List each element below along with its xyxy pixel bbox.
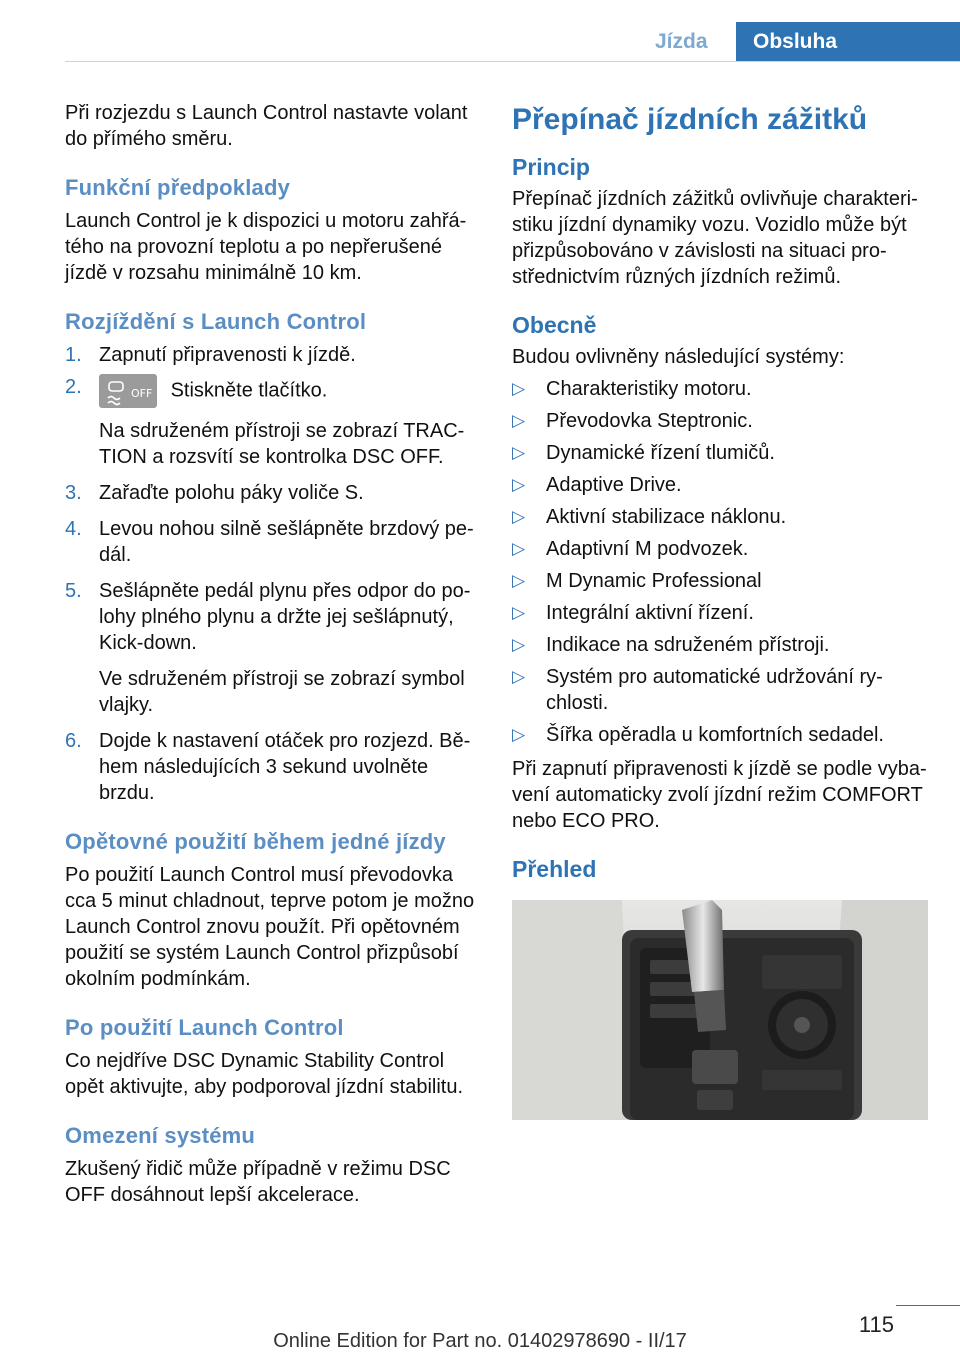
list-item: ▷ Aktivní stabilizace náklonu. (512, 506, 787, 528)
list-item: ▷ Integrální aktivní řízení. (512, 602, 754, 624)
bullet-triangle-icon: ▷ (512, 603, 526, 622)
list-item: ▷ Dynamické řízení tlumičů. (512, 442, 775, 464)
heading-reuse: Opětovné použití během jedné jízdy (65, 829, 446, 854)
bullet-triangle-icon: ▷ (512, 379, 526, 398)
bullet-triangle-icon: ▷ (512, 411, 526, 430)
systems-list (512, 376, 932, 748)
limits-text: Zkušený řidič může případně v režimu DSC OFF dosáhnout lepší akcelerace. (65, 1158, 451, 1206)
page-title: Přepínač jízdních zážitků (512, 103, 868, 136)
step-subtext: Na sdruženém přístroji se zobrazí TRAC‐TION a rozsvítí se kontrolka DSC OFF. (99, 420, 465, 468)
page-number: 115 (858, 1312, 894, 1337)
step-subtext: Ve sdruženém přístroji se zobrazí symbol vlajky. (99, 668, 465, 716)
tab-jizda[interactable]: Jízda (655, 30, 708, 53)
heading-overview: Přehled (512, 856, 597, 882)
step-text: Zařaďte polohu páky voliče S. (99, 482, 364, 504)
list-item: ▷ Převodovka Steptronic. (512, 410, 753, 432)
step-number: 3. (65, 482, 82, 504)
list-item: ▷ Adaptivní M podvozek. (512, 538, 749, 560)
bullet-triangle-icon: ▷ (512, 475, 526, 494)
step-text: Dojde k nastavení otáček pro rozjezd. Bě‐hem následujících 3 sekund uvolněte brzdu. (99, 730, 471, 804)
bullet-triangle-icon: ▷ (512, 539, 526, 558)
bullet-triangle-icon: ▷ (512, 725, 526, 744)
heading-after: Po použití Launch Control (65, 1015, 344, 1040)
list-item (65, 728, 479, 806)
intro-text: Při rozjezdu s Launch Control nastavte volant do přímého směru. (65, 102, 468, 150)
header-rule (65, 61, 960, 62)
edition-footer: Online Edition for Part no. 01402978690 - II/17 (273, 1330, 687, 1352)
heading-principle: Princip (512, 154, 590, 180)
functional-text: Launch Control je k dispozici u motoru zahřá‐tého na provozní teplotu a po nepřerušené jízdě v rozsahu minimálně 10 km. (65, 210, 467, 284)
center-console-illustration (512, 900, 928, 1120)
list-item: ▷ Indikace na sdruženém přístroji. (512, 634, 830, 656)
left-column (65, 100, 479, 1208)
list-item (65, 374, 479, 470)
step-number: 4. (65, 518, 82, 540)
dsc-off-icon (103, 378, 155, 406)
step-number: 2. (65, 376, 82, 398)
list-item: ▷ Systém pro automatické udržování ry‐chlosti. (512, 666, 883, 714)
list-item: ▷ Šířka opěradla u komfortních sedadel. (512, 724, 884, 746)
dsc-off-icon-label: OFF (131, 387, 153, 400)
heading-limits: Omezení systému (65, 1123, 256, 1148)
tab-obsluha[interactable]: Obsluha (736, 22, 960, 62)
dsc-off-button-icon (99, 374, 157, 408)
step-number: 6. (65, 730, 82, 752)
step-text: Levou nohou silně sešlápněte brzdový pe‐dál. (99, 518, 474, 566)
right-column (512, 100, 932, 888)
list-item (65, 342, 479, 368)
footer-rule (896, 1305, 960, 1306)
reuse-text: Po použití Launch Control musí převodovka cca 5 minut chladnout, teprve potom je možno Launch Control znovu použít. Při opětovném použití se systém Launch Control přizpůsobí okolním podmínkám. (65, 864, 475, 990)
general-intro: Budou ovlivněny následující systémy: (512, 346, 845, 368)
list-item (65, 578, 479, 718)
heading-functional: Funkční předpoklady (65, 175, 291, 200)
principle-text: Přepínač jízdních zážitků ovlivňuje charakteri‐stiku jízdní dynamiky vozu. Vozidlo může být přizpůsobováno v závislosti na situaci pro‐střednictvím různých jízdních režimů. (512, 188, 918, 288)
step-number: 5. (65, 580, 82, 602)
bullet-triangle-icon: ▷ (512, 443, 526, 462)
list-item: ▷ M Dynamic Professional (512, 570, 762, 592)
heading-general: Obecně (512, 312, 597, 338)
bullet-triangle-icon: ▷ (512, 635, 526, 654)
list-item (65, 480, 479, 506)
list-item (65, 516, 479, 568)
list-item: ▷ Charakteristiky motoru. (512, 378, 752, 400)
list-item: ▷ Adaptive Drive. (512, 474, 682, 496)
after-text: Co nejdříve DSC Dynamic Stability Control opět aktivujte, aby podporoval jízdní stabilitu. (65, 1050, 464, 1098)
step-text: Sešlápněte pedál plynu přes odpor do po‐lohy plného plynu a držte jej sešlápnutý, Kick-down. (99, 580, 471, 654)
center-console-photo (512, 900, 928, 1120)
bullet-triangle-icon: ▷ (512, 507, 526, 526)
bullet-triangle-icon: ▷ (512, 571, 526, 590)
general-outro: Při zapnutí připravenosti k jízdě se podle vyba‐vení automaticky zvolí jízdní režim COMFORT nebo ECO PRO. (512, 758, 927, 832)
step-text: Stiskněte tlačítko. (170, 379, 328, 402)
heading-start: Rozjíždění s Launch Control (65, 309, 367, 334)
step-number: 1. (65, 344, 82, 366)
bullet-triangle-icon: ▷ (512, 667, 526, 686)
steps-list (65, 342, 479, 806)
step-text: Zapnutí připravenosti k jízdě. (99, 344, 356, 366)
